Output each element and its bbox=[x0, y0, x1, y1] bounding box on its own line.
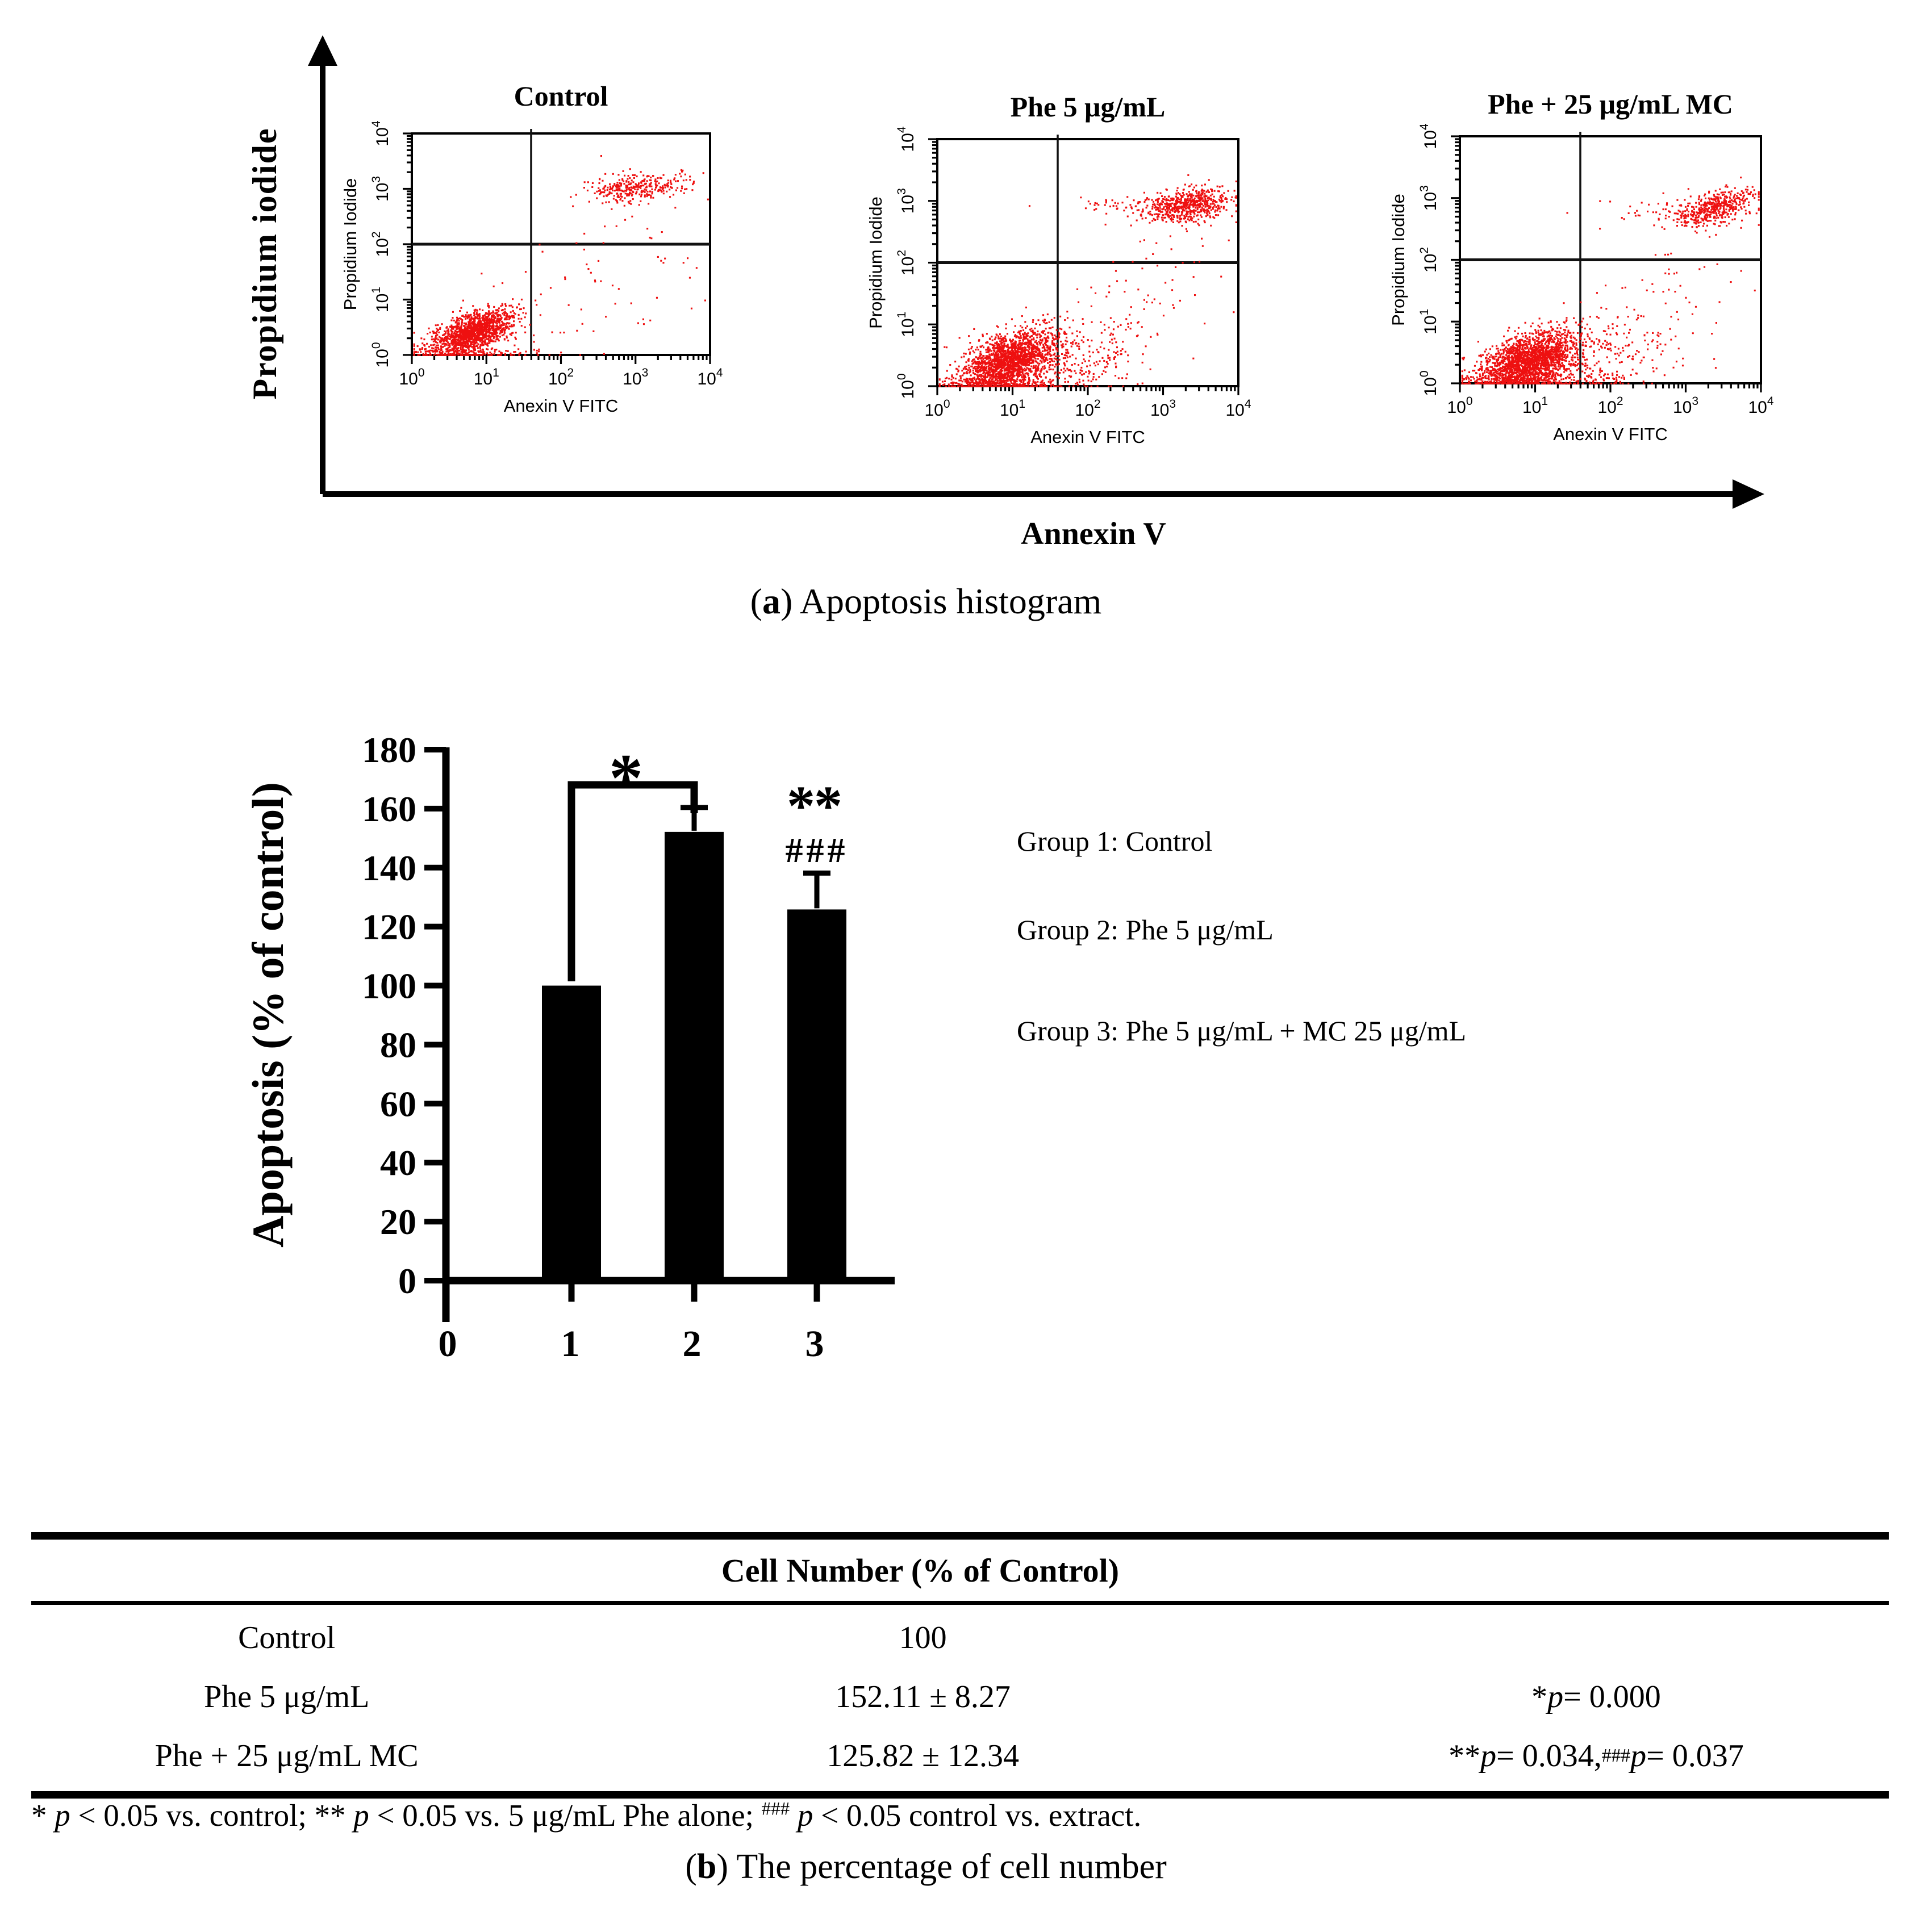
flow-plot-phe bbox=[841, 77, 1261, 474]
caption-b bbox=[0, 1847, 1852, 1887]
y-tick-label: 120 bbox=[362, 906, 416, 947]
y-tick-label: $10^4$ bbox=[370, 120, 392, 147]
y-tick-label: 40 bbox=[380, 1143, 416, 1184]
bar-chart-group bbox=[243, 730, 895, 1365]
log-ticks bbox=[928, 139, 1238, 395]
x-tick-label: $10^1$ bbox=[1522, 395, 1548, 417]
y-tick-label: $10^1$ bbox=[370, 286, 392, 313]
y-tick-label: 20 bbox=[380, 1202, 416, 1243]
x-tick-label: $10^0$ bbox=[1447, 395, 1473, 417]
y-tick-label: $10^3$ bbox=[895, 188, 917, 214]
caption-a-pre: ( bbox=[750, 581, 762, 621]
x-tick-label: $10^1$ bbox=[999, 398, 1026, 420]
y-tick-label: 180 bbox=[362, 730, 416, 770]
x-tick-label: 0 bbox=[438, 1323, 457, 1365]
x-tick-label: $10^3$ bbox=[1150, 398, 1176, 420]
plot-x-label: Anexin V FITC bbox=[1553, 424, 1668, 444]
legend-group-3: Group 3: Phe 5 μg/mL + MC 25 μg/mL bbox=[1017, 1015, 1467, 1047]
sig-star-label: * bbox=[609, 740, 643, 816]
x-tick-label: $10^4$ bbox=[1748, 395, 1774, 417]
row-stat: ** p = 0.034, ### p = 0.037 bbox=[1449, 1738, 1744, 1774]
scatter-points bbox=[1462, 177, 1760, 384]
y-tick-label: 100 bbox=[362, 965, 416, 1006]
plot-title: Control bbox=[514, 80, 608, 112]
cell-number-table bbox=[31, 1532, 1889, 1799]
x-tick-label: 2 bbox=[682, 1323, 702, 1365]
x-tick-label: $10^2$ bbox=[1075, 398, 1101, 420]
flow-panel bbox=[340, 80, 723, 416]
table-row bbox=[31, 1608, 1889, 1667]
plot-y-label: Propidium Iodide bbox=[866, 196, 886, 329]
scatter-points bbox=[414, 155, 709, 356]
right-arrowhead-icon bbox=[1733, 479, 1764, 509]
x-tick-label: $10^2$ bbox=[1597, 395, 1623, 417]
plot-title: Phe 5 μg/mL bbox=[1010, 91, 1166, 123]
sig-hash-label: ### bbox=[785, 831, 849, 870]
plot-y-label: Propidium Iodide bbox=[340, 178, 360, 311]
table-body bbox=[31, 1605, 1889, 1799]
row-label: Control bbox=[238, 1620, 336, 1655]
cluster-viable-lower-left bbox=[414, 294, 542, 356]
apoptosis-bar-chart bbox=[216, 716, 954, 1391]
outer-y-axis-label: Propidium iodide bbox=[246, 127, 283, 400]
y-tick-label: $10^1$ bbox=[895, 311, 917, 337]
caption-a bbox=[0, 580, 1852, 622]
cluster-late-apoptotic-upper-right bbox=[570, 168, 704, 210]
y-tick-label: 160 bbox=[362, 788, 416, 829]
y-tick-label: $10^3$ bbox=[370, 175, 392, 202]
flow-panel bbox=[866, 91, 1251, 447]
y-tick-label: 140 bbox=[362, 847, 416, 888]
table-footnote: * p < 0.05 vs. control; ** p < 0.05 vs. 5 μg/mL Phe alone; ### p < 0.05 control vs. extract. bbox=[31, 1798, 1142, 1833]
x-tick-label: $10^1$ bbox=[473, 366, 499, 388]
flow-plot-control bbox=[318, 71, 738, 440]
x-tick-label: $10^4$ bbox=[1225, 398, 1251, 420]
x-tick-label: $10^2$ bbox=[548, 366, 574, 388]
plot-y-label: Propidium Iodide bbox=[1388, 194, 1408, 326]
row-value: 100 bbox=[899, 1620, 947, 1655]
plot-x-label: Anexin V FITC bbox=[1030, 427, 1145, 447]
scatter-points bbox=[939, 174, 1237, 387]
y-tick-label: $10^4$ bbox=[895, 126, 917, 152]
y-tick-label: $10^2$ bbox=[1418, 246, 1440, 273]
y-tick-label: $10^2$ bbox=[370, 231, 392, 257]
up-arrowhead-icon bbox=[308, 35, 337, 66]
row-label: Phe 5 μg/mL bbox=[203, 1679, 370, 1714]
bar-y-axis-label: Apoptosis (% of control) bbox=[243, 782, 293, 1248]
legend-group-1: Group 1: Control bbox=[1017, 825, 1213, 857]
y-tick-label: $10^0$ bbox=[370, 342, 392, 368]
plot-x-label: Anexin V FITC bbox=[503, 396, 619, 416]
outer-x-axis-label: Annexin V bbox=[1021, 516, 1166, 551]
table-row bbox=[31, 1726, 1889, 1785]
bar-group-3 bbox=[787, 909, 846, 1281]
y-tick-label: $10^4$ bbox=[1418, 123, 1440, 149]
y-tick-label: $10^2$ bbox=[895, 249, 917, 276]
y-tick-label: $10^0$ bbox=[895, 373, 917, 399]
y-tick-label: 80 bbox=[380, 1024, 416, 1065]
y-tick-label: $10^1$ bbox=[1418, 308, 1440, 334]
flow-panel bbox=[1388, 88, 1774, 444]
flow-plot-phe-mc bbox=[1363, 74, 1784, 471]
row-value: 152.11 ± 8.27 bbox=[835, 1679, 1011, 1714]
caption-b-text: ) The percentage of cell number bbox=[716, 1847, 1167, 1886]
cluster-late-apoptotic-upper-right bbox=[1661, 177, 1759, 233]
x-tick-label: $10^3$ bbox=[623, 366, 649, 388]
x-tick-label: $10^0$ bbox=[924, 398, 950, 420]
cluster-viable-lower-left bbox=[939, 307, 1074, 387]
caption-b-pre: ( bbox=[685, 1847, 697, 1886]
row-value: 125.82 ± 12.34 bbox=[827, 1738, 1019, 1774]
plot-title: Phe + 25 μg/mL MC bbox=[1488, 88, 1733, 120]
x-tick-label: 1 bbox=[561, 1323, 580, 1365]
table-header: Cell Number (% of Control) bbox=[31, 1540, 1889, 1605]
y-tick-label: $10^0$ bbox=[1418, 370, 1440, 396]
y-tick-label: 60 bbox=[380, 1084, 416, 1124]
caption-b-letter: b bbox=[696, 1847, 717, 1886]
caption-a-letter: a bbox=[762, 581, 780, 621]
row-stat: * p = 0.000 bbox=[1531, 1679, 1661, 1714]
x-tick-label: $10^3$ bbox=[1672, 395, 1699, 417]
row-stat bbox=[1304, 1608, 1889, 1667]
legend-group-2: Group 2: Phe 5 μg/mL bbox=[1017, 914, 1274, 946]
x-tick-label: 3 bbox=[805, 1323, 824, 1365]
x-tick-label: $10^0$ bbox=[399, 366, 425, 388]
bar-group-1 bbox=[542, 986, 601, 1281]
row-label: Phe + 25 μg/mL MC bbox=[155, 1738, 419, 1774]
y-tick-label: $10^3$ bbox=[1418, 185, 1440, 211]
sig-double-star-label: ** bbox=[787, 774, 841, 837]
bar-group-2 bbox=[665, 832, 724, 1281]
table-row bbox=[31, 1667, 1889, 1726]
x-tick-label: $10^4$ bbox=[697, 366, 723, 388]
y-tick-label: 0 bbox=[398, 1261, 416, 1301]
caption-a-text: ) Apoptosis histogram bbox=[780, 581, 1102, 621]
